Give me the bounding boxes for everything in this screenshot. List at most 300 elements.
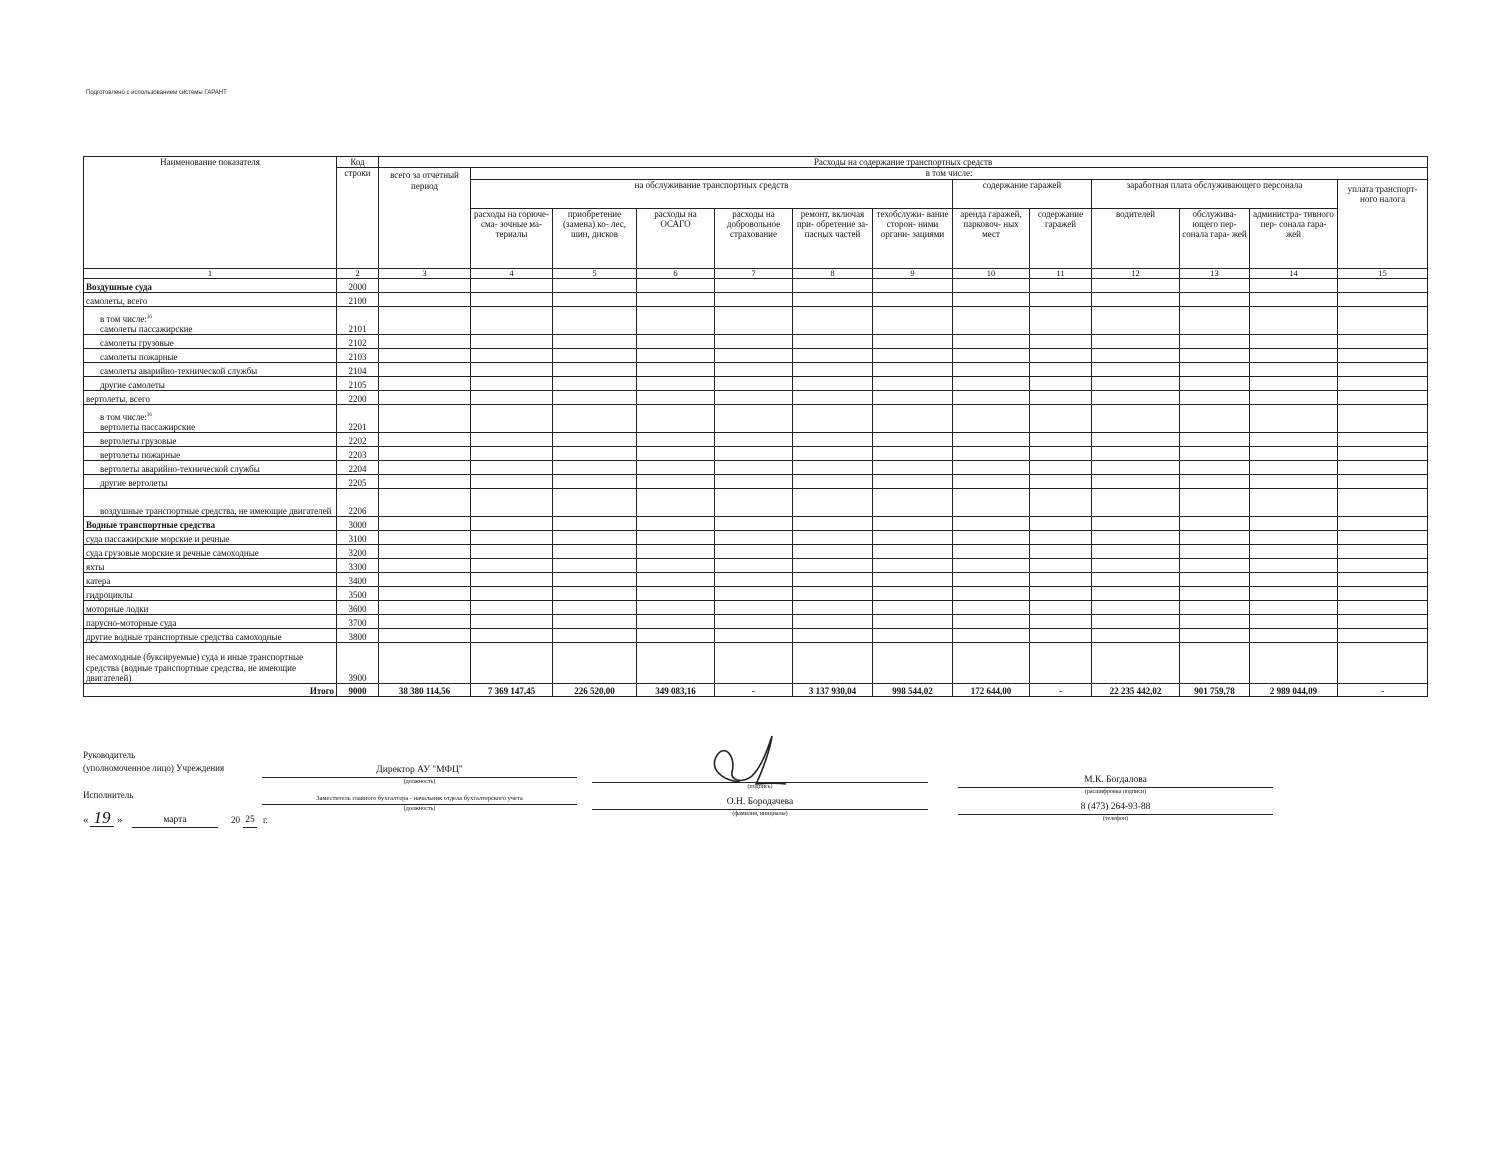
row-value-cell (715, 293, 793, 307)
row-code: 3900 (337, 643, 379, 684)
row-value-cell (379, 447, 471, 461)
row-code: 3100 (337, 531, 379, 545)
row-value-cell (1180, 489, 1250, 517)
row-value-cell (953, 307, 1030, 335)
header-col-14: администра- тивного пер- сонала гара- жей (1250, 208, 1338, 268)
row-name: яхты (84, 559, 337, 573)
colnum: 13 (1180, 268, 1250, 279)
row-name: вертолеты грузовые (84, 433, 337, 447)
row-value-cell (553, 475, 637, 489)
table-row (84, 335, 1428, 349)
row-value-cell (1092, 643, 1180, 684)
row-value-cell (1180, 545, 1250, 559)
colnum: 4 (471, 268, 553, 279)
row-value-cell (637, 349, 715, 363)
row-value-cell (1030, 349, 1092, 363)
row-value-cell (1030, 307, 1092, 335)
table-row (84, 363, 1428, 377)
row-value-cell (1030, 363, 1092, 377)
header-code-bottom: строки (337, 168, 379, 268)
row-value-cell (873, 545, 953, 559)
row-code: 3800 (337, 629, 379, 643)
row-value-cell (1250, 573, 1338, 587)
row-value-cell (1338, 377, 1428, 391)
row-value-cell (1180, 517, 1250, 531)
row-value-cell (553, 643, 637, 684)
row-value-cell (637, 335, 715, 349)
row-value-cell (1030, 293, 1092, 307)
row-value-cell (553, 377, 637, 391)
row-value-cell (793, 405, 873, 433)
row-value-cell (471, 447, 553, 461)
row-value-cell (637, 573, 715, 587)
row-value-cell (379, 391, 471, 405)
row-value-cell (1338, 293, 1428, 307)
row-value-cell (1180, 559, 1250, 573)
row-value-cell (471, 559, 553, 573)
row-value-cell (873, 601, 953, 615)
row-value-cell (1030, 531, 1092, 545)
row-value-cell (553, 335, 637, 349)
row-name: моторные лодки (84, 601, 337, 615)
row-code: 2206 (337, 489, 379, 517)
table-row (84, 517, 1428, 531)
row-value-cell (1338, 307, 1428, 335)
row-value-cell (1338, 559, 1428, 573)
row-value-cell (1030, 629, 1092, 643)
table-row (84, 279, 1428, 293)
row-value-cell (1030, 573, 1092, 587)
row-value-cell (379, 349, 471, 363)
row-value-cell (1250, 517, 1338, 531)
header-expenses-title: Расходы на содержание транспортных средств (379, 157, 1428, 168)
row-code: 2102 (337, 335, 379, 349)
row-value-cell (793, 307, 873, 335)
row-value-cell (1030, 335, 1092, 349)
row-value-cell (793, 545, 873, 559)
table-row (84, 307, 1428, 335)
row-value-cell (953, 615, 1030, 629)
row-value-cell (793, 587, 873, 601)
row-name-prefix-text: в том числе: (100, 411, 147, 422)
row-value-cell (873, 629, 953, 643)
row-value-cell (553, 293, 637, 307)
row-value-cell (1250, 545, 1338, 559)
row-value-cell (1338, 573, 1428, 587)
row-value-cell (1180, 447, 1250, 461)
row-value-cell (471, 643, 553, 684)
row-value-cell (1338, 391, 1428, 405)
colnum: 5 (553, 268, 637, 279)
row-name: вертолеты пожарные (84, 447, 337, 461)
table-row (84, 545, 1428, 559)
row-value-cell (637, 279, 715, 293)
executor-phone: 8 (473) 264-93-88 (1080, 802, 1151, 812)
row-value-cell (379, 545, 471, 559)
row-value-cell (953, 405, 1030, 433)
colnum: 2 (337, 268, 379, 279)
row-value-cell (715, 307, 793, 335)
row-value-cell (1030, 279, 1092, 293)
row-value-cell (1250, 629, 1338, 643)
row-value-cell (793, 629, 873, 643)
row-value-cell (471, 307, 553, 335)
row-code: 2204 (337, 461, 379, 475)
row-name-prefix-text: в том числе: (100, 313, 147, 324)
row-value-cell (553, 545, 637, 559)
table-row (84, 629, 1428, 643)
row-value-cell (1338, 349, 1428, 363)
row-value-cell (1250, 489, 1338, 517)
row-name: воздушные транспортные средства, не имеющие двигателей (84, 489, 337, 517)
row-name: вертолеты аварийно-технической службы (84, 461, 337, 475)
row-value-cell (553, 573, 637, 587)
row-value-cell (1030, 587, 1092, 601)
row-value-cell (953, 391, 1030, 405)
row-value-cell (471, 433, 553, 447)
row-value-cell (637, 517, 715, 531)
table-row (84, 391, 1428, 405)
row-value-cell (1338, 615, 1428, 629)
row-value-cell (637, 461, 715, 475)
row-code: 2201 (337, 405, 379, 433)
date-suffix: г. (263, 815, 268, 825)
row-value-cell (1092, 489, 1180, 517)
row-value-cell (1180, 615, 1250, 629)
expenses-table (83, 156, 1428, 697)
row-value-cell (553, 461, 637, 475)
table-row (84, 489, 1428, 517)
row-name: другие водные транспортные средства самоходные (84, 629, 337, 643)
row-value-cell (1092, 279, 1180, 293)
row-value-cell (471, 391, 553, 405)
row-value-cell (873, 433, 953, 447)
row-value-cell (379, 363, 471, 377)
row-value-cell (1092, 475, 1180, 489)
row-value-cell (1092, 629, 1180, 643)
table-row (84, 587, 1428, 601)
row-value-cell (553, 615, 637, 629)
row-value-cell (637, 447, 715, 461)
row-value-cell (1338, 587, 1428, 601)
total-value: 2 989 044,09 (1250, 684, 1338, 697)
row-value-cell (553, 587, 637, 601)
date-year-prefix: 20 (231, 815, 240, 825)
table-row (84, 475, 1428, 489)
row-value-cell (793, 447, 873, 461)
row-value-cell (379, 307, 471, 335)
row-value-cell (1092, 545, 1180, 559)
header-code-top: Код (337, 157, 379, 168)
row-value-cell (793, 489, 873, 517)
row-value-cell (379, 629, 471, 643)
row-value-cell (637, 433, 715, 447)
total-value: 3 137 930,04 (793, 684, 873, 697)
row-value-cell (379, 279, 471, 293)
row-value-cell (953, 335, 1030, 349)
row-value-cell (379, 643, 471, 684)
row-value-cell (1338, 363, 1428, 377)
colnum: 15 (1338, 268, 1428, 279)
row-value-cell (553, 531, 637, 545)
table-row (84, 601, 1428, 615)
row-value-cell (1250, 559, 1338, 573)
colnum: 10 (953, 268, 1030, 279)
header-col-8: ремонт, включая при- обретение за- пасных частей (793, 208, 873, 268)
row-name: парусно-моторные суда (84, 615, 337, 629)
row-value-cell (1250, 391, 1338, 405)
row-value-cell (379, 531, 471, 545)
footnote-ref: 36 (146, 412, 152, 418)
row-value-cell (953, 531, 1030, 545)
row-value-cell (1092, 349, 1180, 363)
row-value-cell (793, 461, 873, 475)
handwritten-signature (700, 732, 790, 792)
row-value-cell (637, 545, 715, 559)
row-code: 3500 (337, 587, 379, 601)
row-value-cell (1250, 279, 1338, 293)
row-value-cell (1338, 433, 1428, 447)
row-value-cell (379, 405, 471, 433)
row-name: самолеты грузовые (84, 335, 337, 349)
row-code: 2100 (337, 293, 379, 307)
row-value-cell (715, 559, 793, 573)
colnum: 11 (1030, 268, 1092, 279)
head-position-caption: (должность) (403, 779, 436, 785)
row-value-cell (873, 405, 953, 433)
row-name: гидроциклы (84, 587, 337, 601)
row-value-cell (793, 433, 873, 447)
row-value-cell (553, 349, 637, 363)
total-value: 349 083,16 (637, 684, 715, 697)
row-value-cell (1338, 475, 1428, 489)
header-col-9: техобслужи- вание сторон- ними органи- зациями (873, 208, 953, 268)
row-value-cell (873, 489, 953, 517)
row-value-cell (953, 433, 1030, 447)
total-label: Итого (84, 684, 337, 697)
row-value-cell (1030, 643, 1092, 684)
row-code: 2104 (337, 363, 379, 377)
row-value-cell (1092, 615, 1180, 629)
row-value-cell (953, 559, 1030, 573)
total-value: 226 520,00 (553, 684, 637, 697)
row-value-cell (1092, 573, 1180, 587)
total-value: 22 235 442,02 (1092, 684, 1180, 697)
head-name: М.К. Богдалова (1084, 775, 1147, 785)
row-name: суда грузовые морские и речные самоходные (84, 545, 337, 559)
row-value-cell (715, 601, 793, 615)
row-code: 2200 (337, 391, 379, 405)
row-value-cell (637, 405, 715, 433)
row-value-cell (1338, 279, 1428, 293)
row-value-cell (715, 587, 793, 601)
header-service-group: на обслуживание транспортных средств (471, 179, 953, 208)
row-value-cell (1092, 517, 1180, 531)
head-name-caption: (расшифровка подписи) (1084, 789, 1147, 795)
row-name (84, 405, 337, 433)
row-value-cell (873, 517, 953, 531)
row-value-cell (715, 531, 793, 545)
head-position: Директор АУ "МФЦ" (376, 765, 463, 775)
row-value-cell (1092, 293, 1180, 307)
row-value-cell (637, 377, 715, 391)
row-value-cell (1250, 293, 1338, 307)
row-value-cell (1180, 377, 1250, 391)
row-value-cell (1180, 335, 1250, 349)
row-value-cell (379, 587, 471, 601)
table-row (84, 461, 1428, 475)
row-value-cell (793, 335, 873, 349)
row-value-cell (379, 461, 471, 475)
header-col-15: уплата транспорт- ного налога (1338, 179, 1428, 268)
row-value-cell (471, 405, 553, 433)
table-row (84, 559, 1428, 573)
row-value-cell (715, 433, 793, 447)
table-row (84, 377, 1428, 391)
row-name (84, 307, 337, 335)
total-value: 172 644,00 (953, 684, 1030, 697)
row-value-cell (1250, 587, 1338, 601)
row-value-cell (471, 601, 553, 615)
row-value-cell (1250, 405, 1338, 433)
row-value-cell (1030, 517, 1092, 531)
total-value: 901 759,78 (1180, 684, 1250, 697)
row-value-cell (873, 475, 953, 489)
row-value-cell (1338, 489, 1428, 517)
row-name: другие вертолеты (84, 475, 337, 489)
header-col-12: водителей (1092, 208, 1180, 268)
row-value-cell (953, 587, 1030, 601)
row-value-cell (873, 335, 953, 349)
row-value-cell (1030, 433, 1092, 447)
row-value-cell (637, 391, 715, 405)
row-value-cell (793, 349, 873, 363)
row-value-cell (1250, 601, 1338, 615)
row-value-cell (379, 615, 471, 629)
row-value-cell (379, 433, 471, 447)
row-value-cell (553, 279, 637, 293)
row-value-cell (953, 447, 1030, 461)
row-value-cell (1250, 433, 1338, 447)
row-value-cell (553, 601, 637, 615)
row-value-cell (1092, 377, 1180, 391)
row-value-cell (637, 629, 715, 643)
row-value-cell (715, 405, 793, 433)
total-value: - (715, 684, 793, 697)
colnum: 14 (1250, 268, 1338, 279)
row-value-cell (1338, 629, 1428, 643)
row-value-cell (715, 489, 793, 517)
row-value-cell (1092, 307, 1180, 335)
row-value-cell (1338, 461, 1428, 475)
row-value-cell (471, 517, 553, 531)
signature-caption: (подпись) (747, 784, 773, 790)
row-value-cell (953, 461, 1030, 475)
row-value-cell (1092, 531, 1180, 545)
row-value-cell (873, 643, 953, 684)
row-code: 3000 (337, 517, 379, 531)
head-label-1: Руководитель (83, 750, 136, 760)
row-value-cell (637, 615, 715, 629)
row-value-cell (1338, 601, 1428, 615)
row-value-cell (793, 475, 873, 489)
row-value-cell (553, 629, 637, 643)
row-value-cell (379, 559, 471, 573)
row-name: самолеты аварийно-технической службы (84, 363, 337, 377)
header-total: всего за отчетный период (379, 168, 471, 268)
row-value-cell (379, 601, 471, 615)
row-value-cell (873, 461, 953, 475)
colnum: 8 (793, 268, 873, 279)
row-value-cell (1030, 559, 1092, 573)
row-value-cell (637, 307, 715, 335)
row-value-cell (715, 461, 793, 475)
row-value-cell (953, 629, 1030, 643)
header-col-5: приобретение (замена) ко- лес, шин, дисков (553, 208, 637, 268)
row-value-cell (471, 629, 553, 643)
row-code: 2202 (337, 433, 379, 447)
row-value-cell (1250, 461, 1338, 475)
row-value-cell (1338, 335, 1428, 349)
row-value-cell (553, 433, 637, 447)
row-value-cell (1338, 517, 1428, 531)
header-col-6: расходы на ОСАГО (637, 208, 715, 268)
row-value-cell (715, 573, 793, 587)
row-value-cell (637, 643, 715, 684)
row-value-cell (1030, 461, 1092, 475)
row-value-cell (793, 615, 873, 629)
column-numbers-row (84, 268, 1428, 279)
row-name: самолеты пожарные (84, 349, 337, 363)
header-col-11: содержание гаражей (1030, 208, 1092, 268)
row-name: вертолеты, всего (84, 391, 337, 405)
row-value-cell (873, 363, 953, 377)
row-value-cell (1250, 363, 1338, 377)
row-value-cell (953, 517, 1030, 531)
row-name-prefix (100, 314, 334, 324)
row-value-cell (1180, 601, 1250, 615)
row-value-cell (793, 573, 873, 587)
row-value-cell (953, 643, 1030, 684)
table-row (84, 293, 1428, 307)
row-code: 2205 (337, 475, 379, 489)
row-value-cell (637, 489, 715, 517)
executor-name: О.Н. Бородачева (726, 797, 794, 807)
row-value-cell (1030, 545, 1092, 559)
row-value-cell (1250, 475, 1338, 489)
row-value-cell (953, 349, 1030, 363)
total-value: - (1338, 684, 1428, 697)
row-value-cell (1030, 447, 1092, 461)
row-value-cell (1092, 601, 1180, 615)
row-value-cell (379, 377, 471, 391)
row-value-cell (1250, 643, 1338, 684)
row-value-cell (1092, 405, 1180, 433)
row-value-cell (1180, 433, 1250, 447)
row-value-cell (1180, 475, 1250, 489)
table-row (84, 615, 1428, 629)
row-value-cell (715, 629, 793, 643)
row-name: другие самолеты (84, 377, 337, 391)
row-value-cell (793, 391, 873, 405)
executor-name-caption: (фамилия, инициалы) (732, 811, 788, 817)
executor-phone-caption: (телефон) (1102, 816, 1129, 822)
row-value-cell (1180, 349, 1250, 363)
row-value-cell (793, 559, 873, 573)
colnum: 3 (379, 268, 471, 279)
row-code: 3200 (337, 545, 379, 559)
row-value-cell (471, 335, 553, 349)
